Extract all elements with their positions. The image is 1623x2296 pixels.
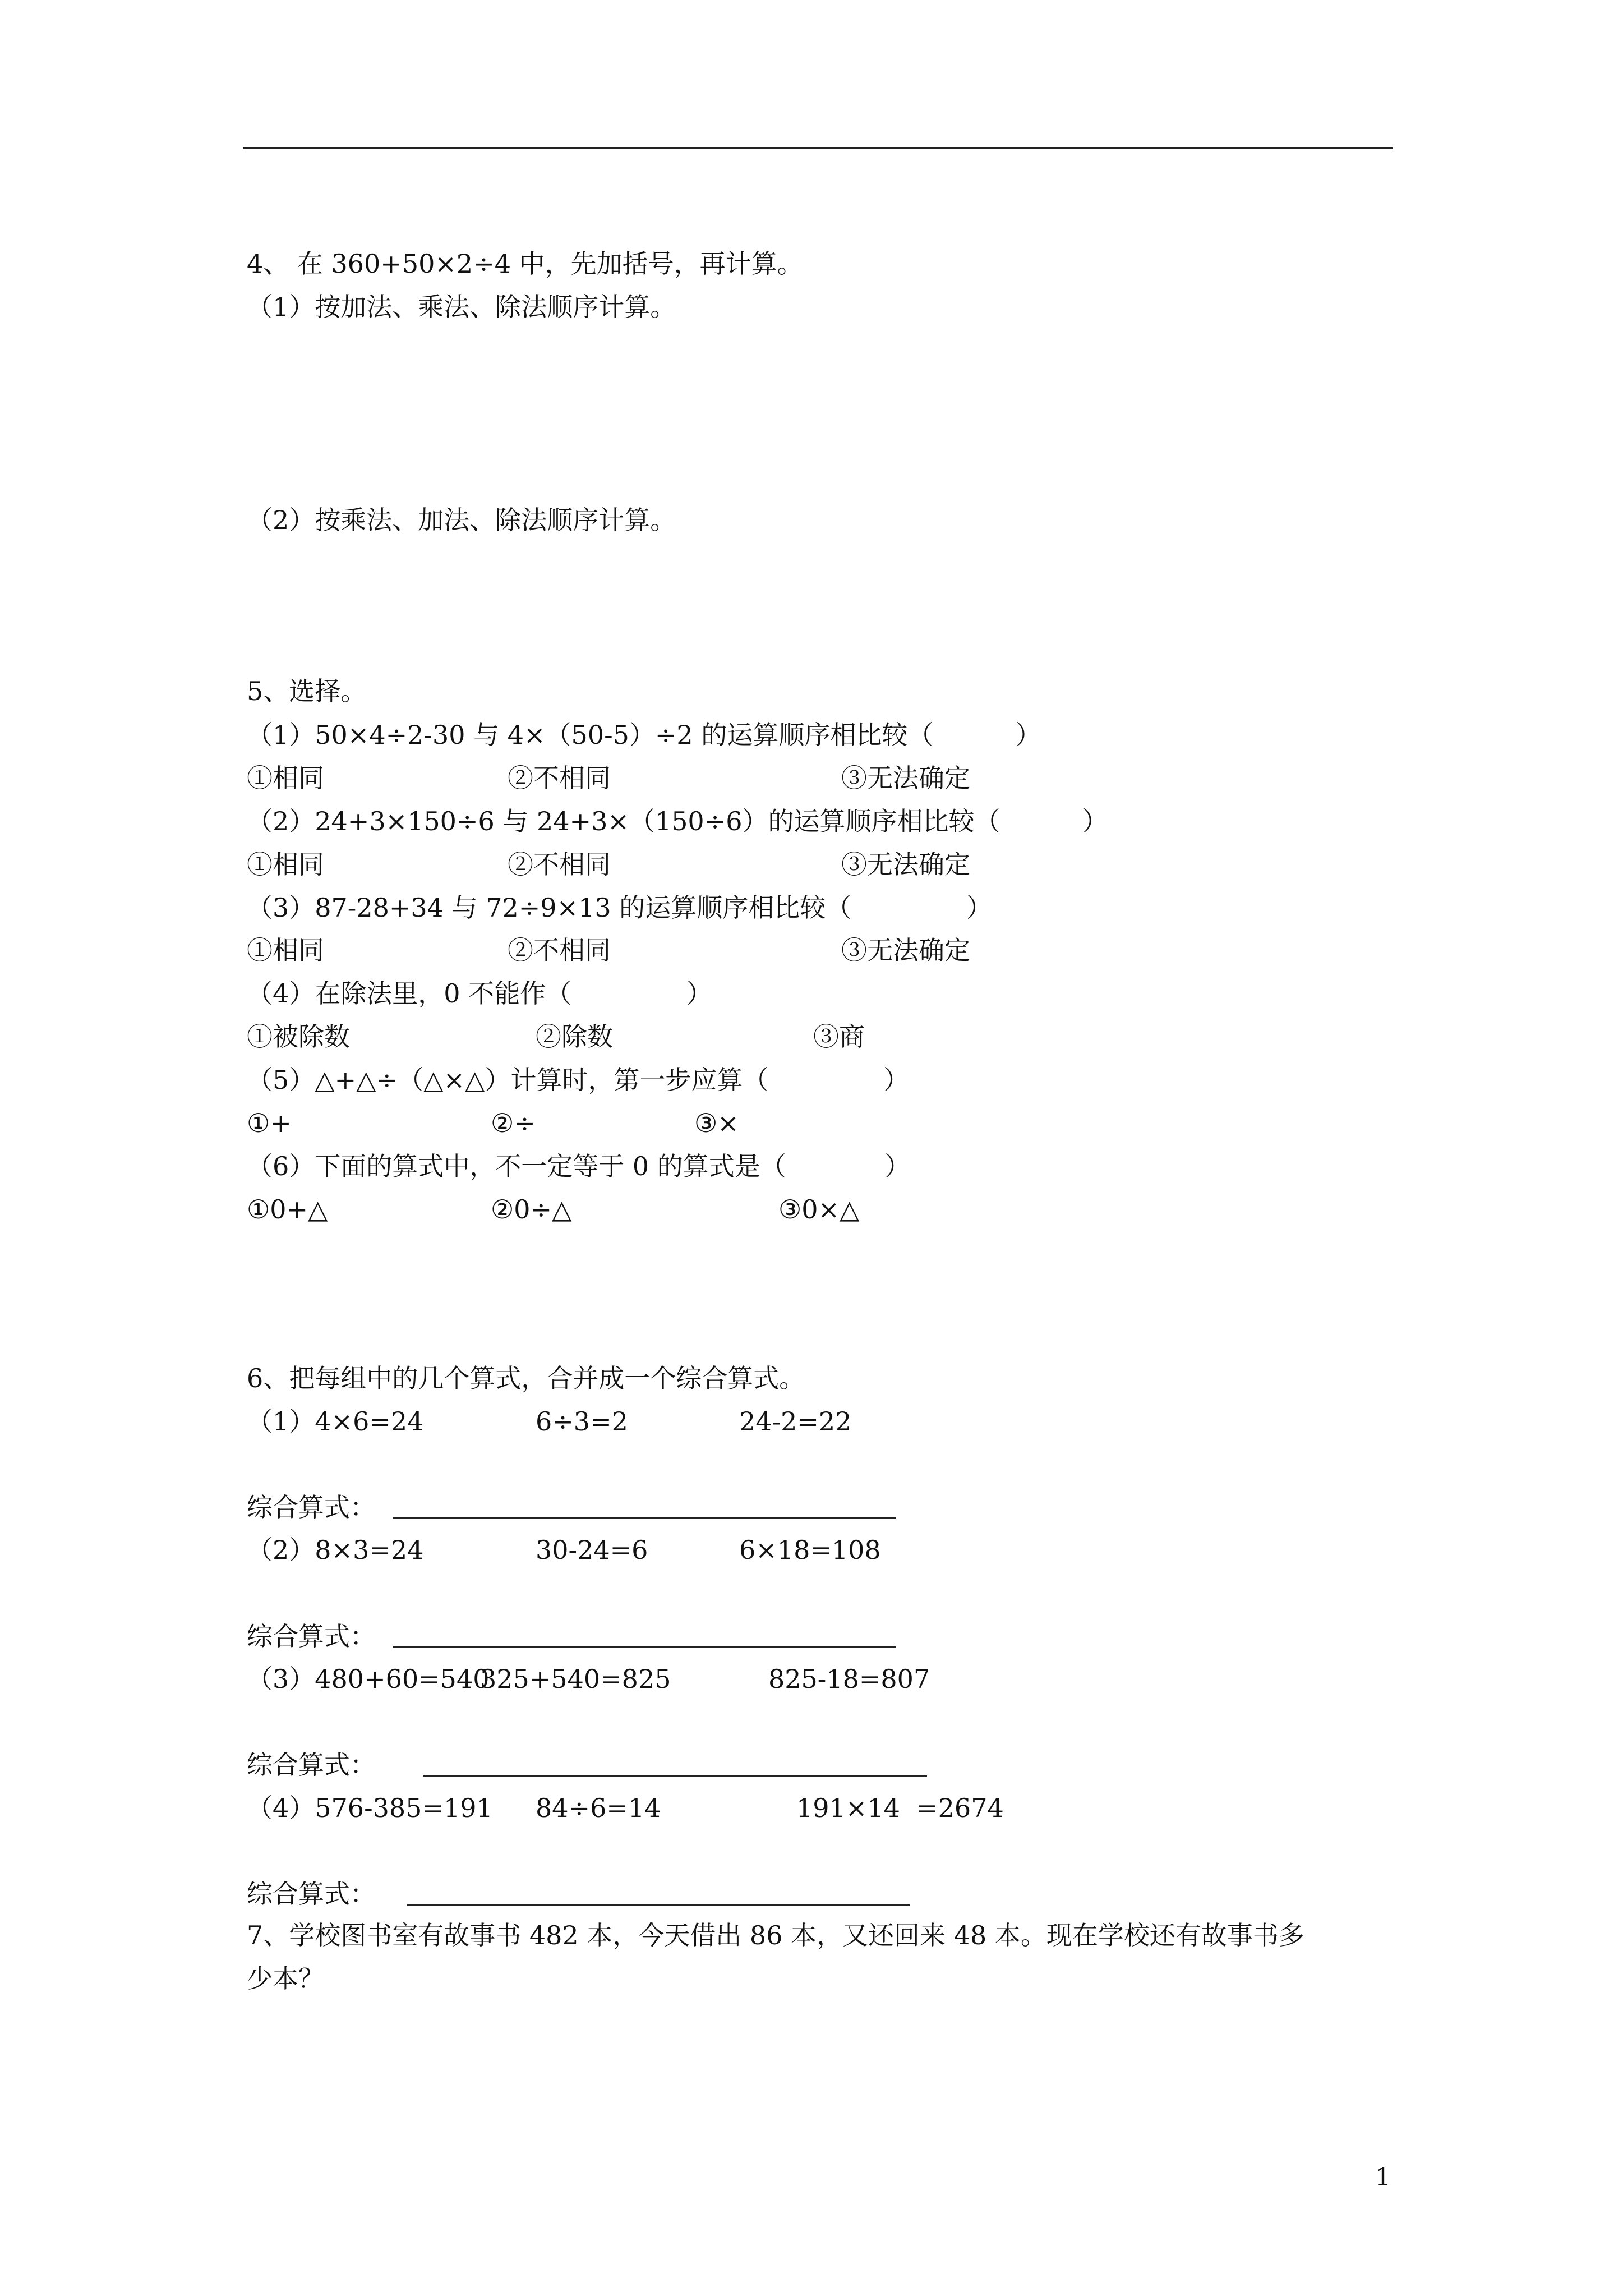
q5-item-1-question: （1）50×4÷2-30 与 4×（50-5）÷2 的运算顺序相比较（ ） — [247, 720, 1041, 750]
q5-item-1-option-b: ②不相同 — [508, 763, 611, 793]
q7-line-2: 少本？ — [247, 1963, 324, 1994]
q6-group-2-eq1: （2）8×3=24 — [247, 1535, 424, 1565]
q5-item-3-option-a: ①相同 — [247, 935, 324, 965]
q6-group-2-eq3: 6×18=108 — [739, 1535, 881, 1565]
q6-group-4-eq2: 84÷6=14 — [536, 1793, 661, 1823]
q6-title: 6、把每组中的几个算式，合并成一个综合算式。 — [247, 1363, 805, 1393]
q6-answer-label-4: 综合算式： — [247, 1879, 376, 1909]
q5-item-6-option-c: ③0×△ — [778, 1194, 860, 1225]
q4-title: 4、 在 360+50×2÷4 中，先加括号，再计算。 — [247, 249, 803, 279]
q5-item-2-option-b: ②不相同 — [508, 849, 611, 880]
q5-item-1-option-c: ③无法确定 — [841, 763, 970, 793]
q5-item-2-question: （2）24+3×150÷6 与 24+3×（150÷6）的运算顺序相比较（ ） — [247, 806, 1108, 836]
q6-group-3-eq3: 825-18=807 — [768, 1664, 930, 1694]
q5-item-3-option-b: ②不相同 — [508, 935, 611, 965]
q6-answer-line-2[interactable] — [393, 1646, 896, 1648]
q4-part2: （2）按乘法、加法、除法顺序计算。 — [247, 505, 676, 535]
q6-group-3-eq1: （3）480+60=540 — [247, 1664, 490, 1694]
q5-item-6-question: （6）下面的算式中，不一定等于 0 的算式是（ ） — [247, 1151, 911, 1181]
q5-title: 5、选择。 — [247, 676, 367, 706]
q5-item-5-option-b: ②÷ — [491, 1108, 536, 1138]
q6-group-4-eq1: （4）576-385=191 — [247, 1793, 493, 1823]
q5-item-2-option-a: ①相同 — [247, 849, 324, 880]
q6-group-1-eq2: 6÷3=2 — [536, 1406, 628, 1437]
q6-answer-line-1[interactable] — [393, 1517, 896, 1519]
header-rule — [243, 147, 1393, 149]
q5-item-1-option-a: ①相同 — [247, 763, 324, 793]
q6-answer-line-3[interactable] — [423, 1775, 927, 1777]
q5-item-5-question: （5）△+△÷（△×△）计算时，第一步应算（ ） — [247, 1065, 910, 1095]
q6-answer-label-3: 综合算式： — [247, 1750, 376, 1780]
q6-group-3-eq2: 325+540=825 — [480, 1664, 671, 1694]
q5-item-2-option-c: ③无法确定 — [841, 849, 970, 880]
q5-item-3-option-c: ③无法确定 — [841, 935, 970, 965]
q6-group-1-eq3: 24-2=22 — [739, 1406, 852, 1437]
q5-item-4-option-a: ①被除数 — [247, 1022, 350, 1052]
q6-answer-line-4[interactable] — [407, 1904, 910, 1906]
q5-item-4-option-b: ②除数 — [536, 1022, 613, 1052]
q5-item-4-question: （4）在除法里，0 不能作（ ） — [247, 978, 712, 1009]
q6-answer-label-1: 综合算式： — [247, 1492, 376, 1522]
q6-group-1-eq1: （1）4×6=24 — [247, 1406, 424, 1437]
q5-item-5-option-a: ①+ — [247, 1108, 292, 1138]
q5-item-4-option-c: ③商 — [813, 1022, 865, 1052]
q7-line-1: 7、学校图书室有故事书 482 本，今天借出 86 本，又还回来 48 本。现在学校还有故事书多 — [247, 1920, 1304, 1950]
page-number: 1 — [1375, 2163, 1391, 2192]
q5-item-3-question: （3）87-28+34 与 72÷9×13 的运算顺序相比较（ ） — [247, 892, 992, 923]
q6-answer-label-2: 综合算式： — [247, 1621, 376, 1651]
q4-part1: （1）按加法、乘法、除法顺序计算。 — [247, 292, 676, 322]
q6-group-2-eq2: 30-24=6 — [536, 1535, 648, 1565]
q5-item-5-option-c: ③× — [694, 1108, 739, 1138]
q5-item-6-option-a: ①0+△ — [247, 1194, 328, 1225]
q6-group-4-eq3: 191×14 =2674 — [796, 1793, 1004, 1823]
q5-item-6-option-b: ②0÷△ — [491, 1194, 572, 1225]
